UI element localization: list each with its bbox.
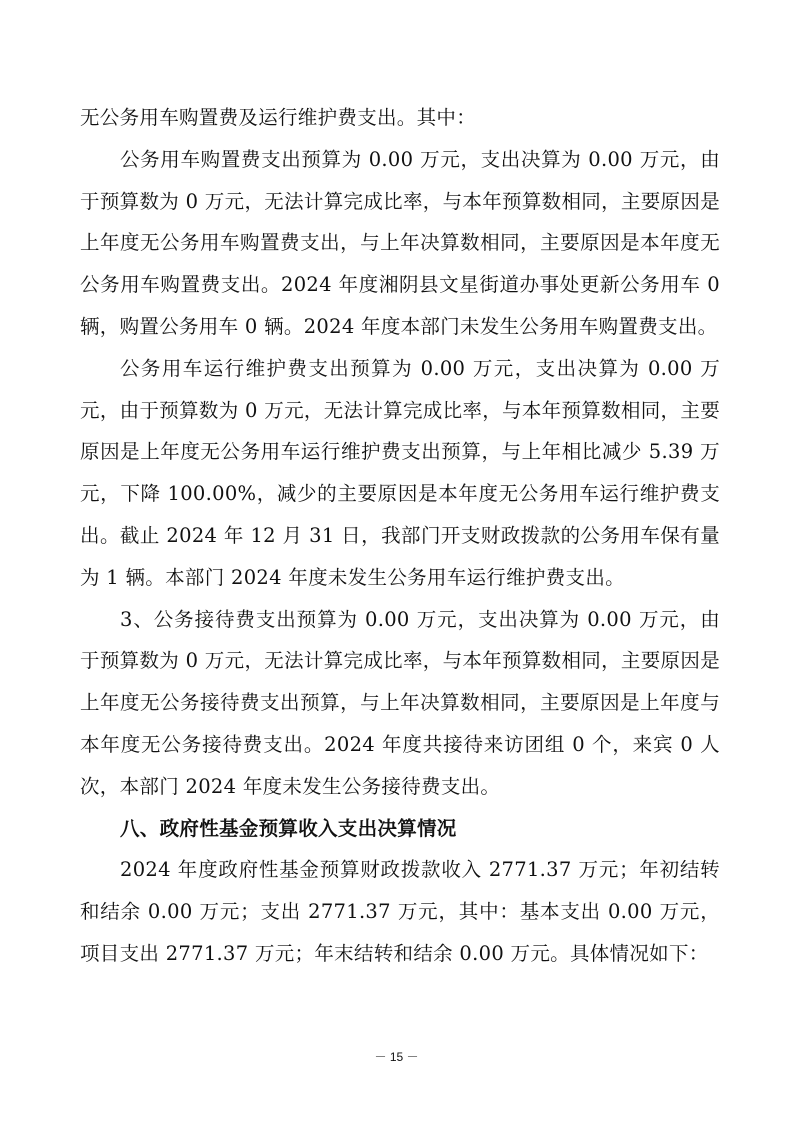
- paragraph-reception-expense: 3、公务接待费支出预算为 0.00 万元，支出决算为 0.00 万元，由于预算数为 0 万元，无法计算完成比率，与本年预算数相同，主要原因是上年度无公务接待费支出预算，与上年决算数相同，主要原因是上年度与本年度无公务接待费支出。2024 年度共接待来访团组 0 个，来宾 0 人次，本部门 2024 年度未发生公务接待费支出。: [80, 607, 720, 798]
- paragraph-vehicle-summary: 无公务用车购置费及运行维护费支出。其中：: [80, 106, 477, 129]
- paragraph-vehicle-purchase: 公务用车购置费支出预算为 0.00 万元，支出决算为 0.00 万元，由于预算数为 0 万元，无法计算完成比率，与本年预算数相同，主要原因是上年度无公务用车购置费支出，与上年决算数相同，主要原因是本年度无公务用车购置费支出。2024 年度湘阴县文星街道办事处更新公务用车 0 辆，购置公务用车 0 辆。2024 年度本部门未发生公务用车购置费支出。: [80, 147, 720, 338]
- paragraph-government-fund: 2024 年度政府性基金预算财政拨款收入 2771.37 万元；年初结转和结余 0.00 万元；支出 2771.37 万元，其中：基本支出 0.00 万元，项目支出 2771.37 万元；年末结转和结余 0.00 万元。具体情况如下：: [80, 858, 720, 965]
- section-heading-government-fund: 八、政府性基金预算收入支出决算情况: [120, 816, 457, 840]
- page-number: － 15 －: [374, 1050, 419, 1064]
- page-content: [80, 97, 720, 975]
- paragraph-vehicle-maintenance: 公务用车运行维护费支出预算为 0.00 万元，支出决算为 0.00 万元，由于预算数为 0 万元，无法计算完成比率，与本年预算数相同，主要原因是上年度无公务用车运行维护费支出预算，与上年相比减少 5.39 万元，下降 100.00%，减少的主要原因是本年度无公务用车运行维护费支出。截止 2024 年 12 月 31 日，我部门开支财政拨款的公务用车保有量为 1 辆。本部门 2024 年度未发生公务用车运行维护费支出。: [80, 356, 720, 589]
